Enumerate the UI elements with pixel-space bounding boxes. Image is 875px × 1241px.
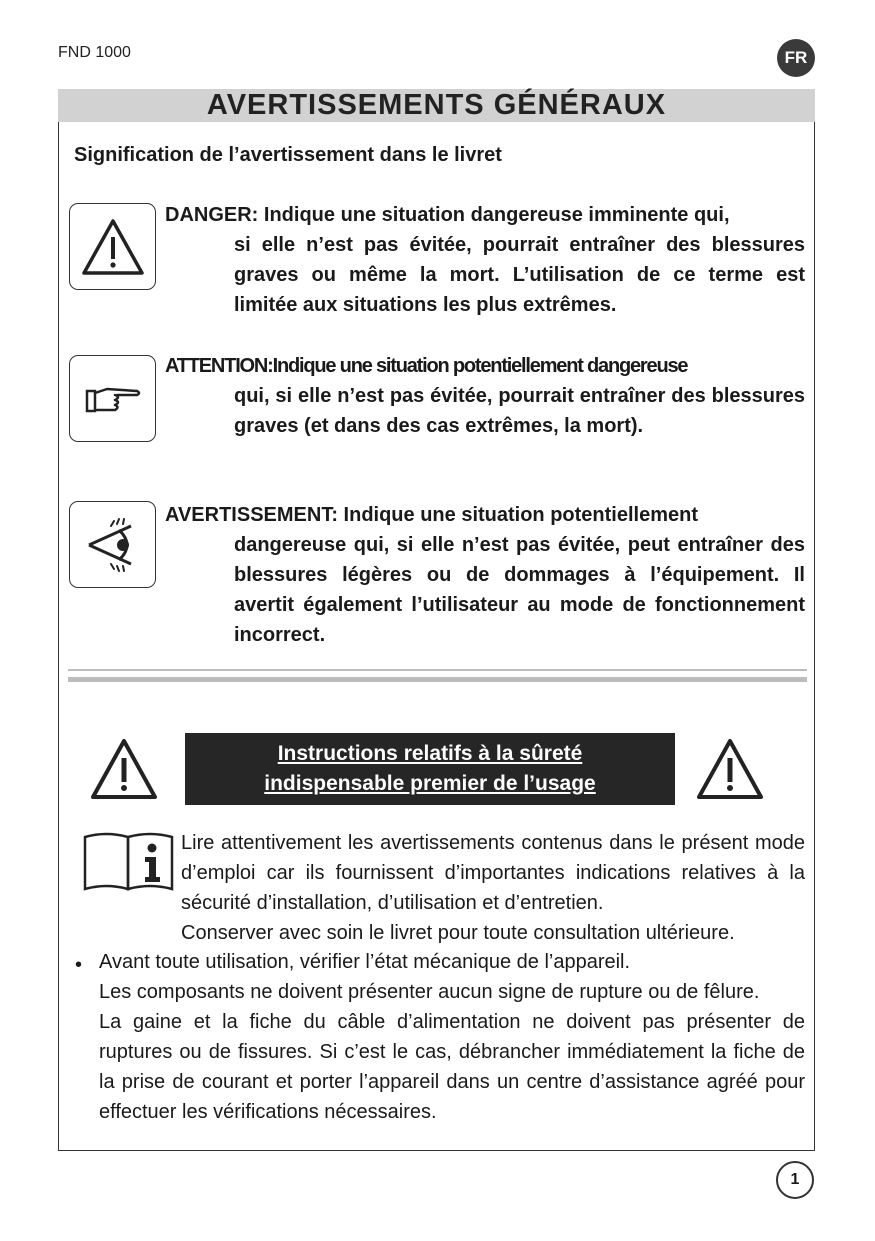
warning-triangle-icon	[69, 203, 156, 290]
safety-instructions-banner	[185, 733, 675, 805]
language-badge: FR	[777, 39, 815, 77]
warning-attention	[165, 351, 805, 441]
intro-line: Lire attentivement les avertissements contenus dans le présent mode d’emploi car ils fournissent d’importantes indications relatives à la sécurité d’installation, d’utilisation et d’entretien.	[181, 832, 805, 914]
intro-paragraph	[181, 828, 805, 948]
warning-term: DANGER:	[165, 204, 259, 226]
warning-danger	[165, 200, 805, 320]
warning-text-rest: dangereuse qui, si elle n’est pas évitée, peut entraîner des blessures légères ou de dommages à l’équipement. Il avertit également l’utilisateur au mode de fonctionnement incorrect.	[234, 534, 805, 646]
intro-line: Conserver avec soin le livret pour toute consultation ultérieure.	[181, 922, 735, 944]
divider	[68, 677, 807, 682]
page-title: AVERTISSEMENTS GÉNÉRAUX	[58, 89, 815, 122]
warning-triangle-icon	[89, 737, 159, 806]
warning-text-rest: si elle n’est pas évitée, pourrait entraîner des blessures graves ou même la mort. L’utilisation de ce terme est limitée aux situations les plus extrêmes.	[234, 234, 805, 316]
warning-term: AVERTISSEMENT:	[165, 504, 338, 526]
warning-text-first: Indique une situation dangereuse imminente qui,	[263, 204, 730, 226]
warning-text-first: Indique une situation potentiellement	[343, 504, 698, 526]
divider	[68, 669, 807, 671]
section-heading: Signification de l’avertissement dans le livret	[74, 144, 502, 166]
page-number: 1	[776, 1161, 814, 1199]
warning-text-first: Indique une situation potentiellement dangereuse	[272, 355, 688, 377]
warning-term: ATTENTION:	[165, 355, 273, 377]
safety-title-line2: indispensable premier de l’usage	[264, 772, 596, 795]
bullet-line: Avant toute utilisation, vérifier l’état mécanique de l’appareil.	[99, 951, 631, 973]
model-number: FND 1000	[58, 44, 131, 61]
bullet-marker: •	[75, 954, 83, 976]
warning-text-rest: qui, si elle n’est pas évitée, pourrait entraîner des blessures graves (et dans des cas extrêmes, la mort).	[234, 385, 805, 437]
warning-triangle-icon	[695, 737, 765, 806]
safety-title-line1: Instructions relatifs à la sûreté	[277, 742, 583, 765]
bullet-line: Les composants ne doivent présenter aucun signe de rupture ou de fêlure.	[99, 981, 760, 1003]
warning-avertissement	[165, 500, 805, 650]
bullet-item	[99, 947, 805, 1127]
eye-icon	[69, 501, 156, 588]
bullet-line: La gaine et la fiche du câble d’alimentation ne doivent pas présenter de ruptures ou de fissures. Si c’est le cas, débrancher immédiatement la fiche de la prise de courant et porter l’appareil dans un centre d’assistance agréé pour effectuer les vérifications nécessaires.	[99, 1011, 805, 1123]
read-manual-icon	[82, 829, 176, 898]
pointing-hand-icon	[69, 355, 156, 442]
